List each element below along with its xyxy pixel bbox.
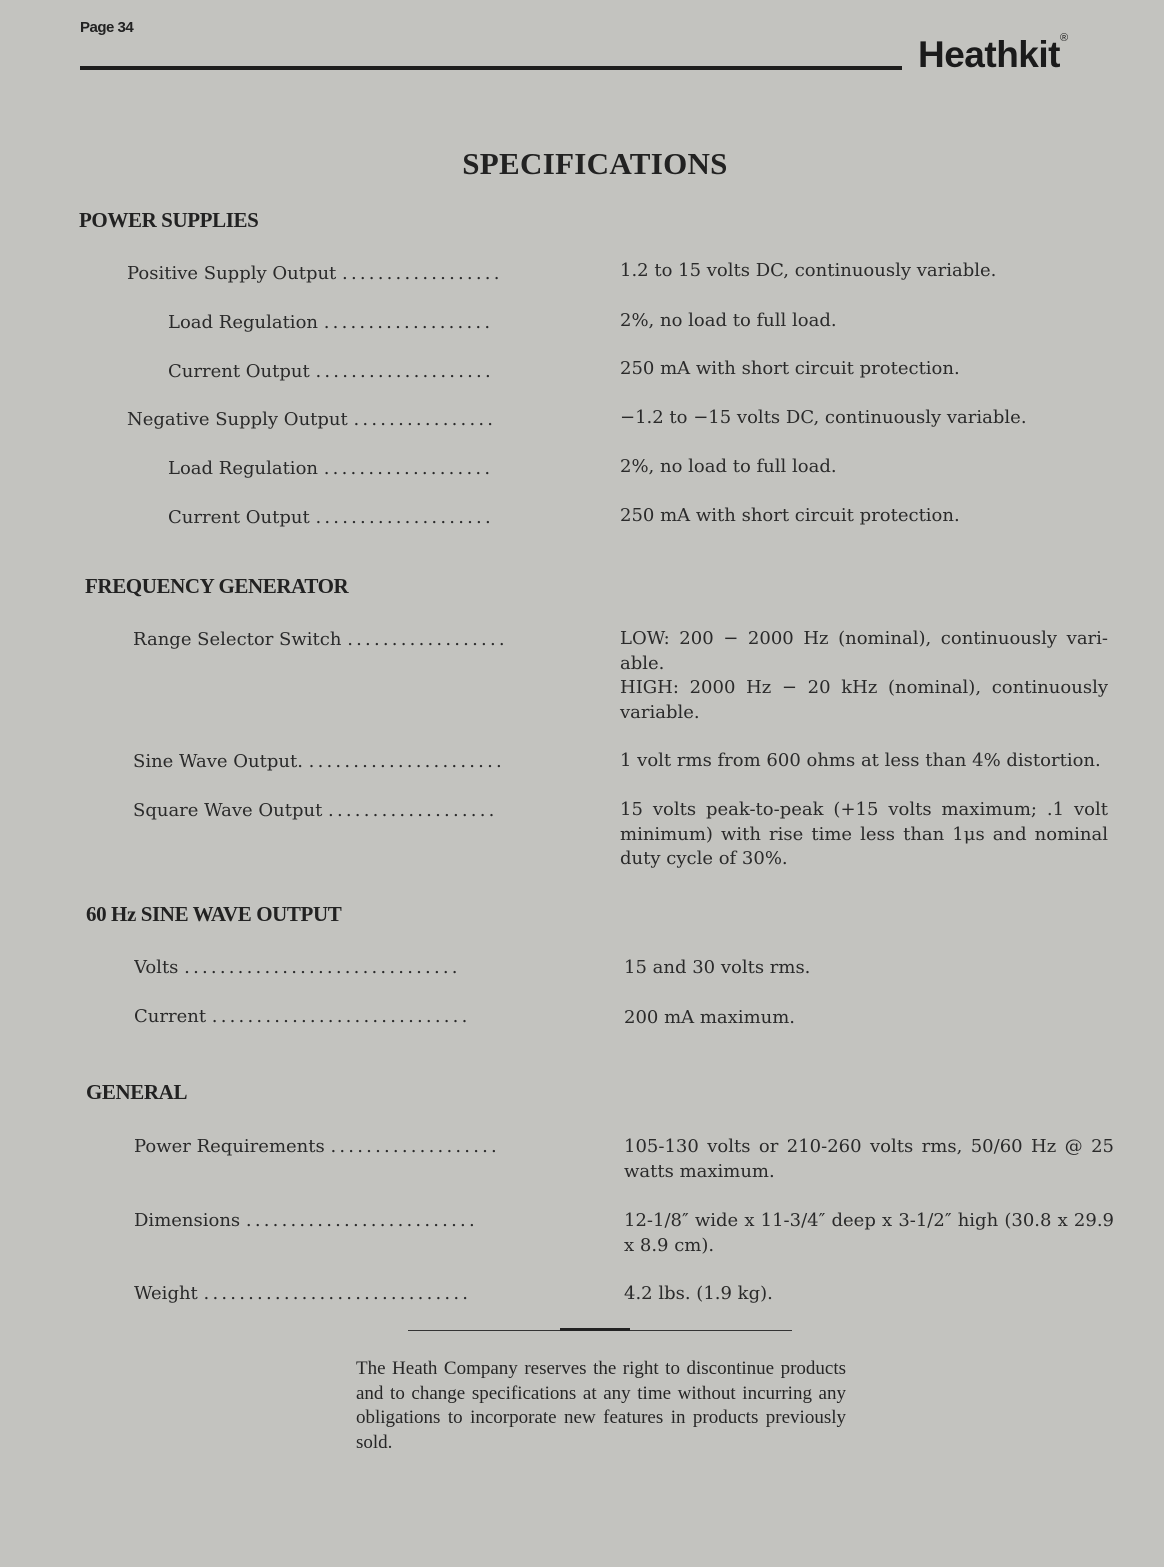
leader-dots: ................... (323, 312, 494, 333)
spec-label (127, 263, 567, 284)
spec-label-text: Square Wave Output (133, 800, 323, 821)
spec-value: −1.2 to −15 volts DC, continuously variable. (620, 407, 1027, 428)
spec-label-text: Current Output (168, 507, 310, 528)
leader-dots: ................... (328, 800, 498, 821)
spec-value: 4.2 lbs. (1.9 kg). (624, 1283, 773, 1304)
spec-value: 1.2 to 15 volts DC, continuously variable. (620, 260, 997, 281)
page-title: SPECIFICATIONS (462, 146, 728, 181)
leader-dots: .................... (315, 507, 494, 528)
leader-dots: .................... (315, 361, 494, 382)
leader-dots: ............................... (184, 957, 461, 978)
spec-value: 15 volts peak-to-peak (+15 volts maximum; .1 volt minimum) with rise time less than 1μs and nominal duty cycle of 30%. (620, 799, 1108, 869)
section-heading-general: GENERAL (86, 1080, 188, 1104)
header-rule (80, 66, 902, 70)
spec-label-text: Negative Supply Output (127, 409, 348, 430)
section-heading-60hz-sine-wave-output: 60 Hz SINE WAVE OUTPUT (86, 902, 342, 926)
leader-dots: ................ (353, 409, 497, 430)
range-low-text: LOW: 200 − 2000 Hz (nominal), continuously vari-able. (620, 628, 1108, 674)
spec-label-text: Load Regulation (168, 312, 318, 333)
spec-value: 250 mA with short circuit protection. (620, 358, 960, 379)
spec-value: 200 mA maximum. (624, 1007, 796, 1028)
spec-label-text: Current Output (168, 361, 310, 382)
spec-label-text: Weight (134, 1283, 198, 1304)
leader-dots: .............................. (203, 1283, 472, 1304)
leader-dots: .......................... (245, 1210, 478, 1231)
brand-name: Heathkit (918, 34, 1060, 75)
spec-label (134, 1283, 572, 1304)
spec-value: 2%, no load to full load. (620, 310, 837, 331)
leader-dots: ...................... (308, 751, 505, 772)
spec-value: 2%, no load to full load. (620, 456, 837, 477)
spec-label (168, 312, 567, 333)
spec-label (133, 629, 567, 650)
spec-label-text: Sine Wave Output. (133, 751, 303, 772)
registered-mark: ® (1059, 32, 1068, 44)
leader-dots: .................. (347, 629, 508, 650)
spec-value: 250 mA with short circuit protection. (620, 505, 960, 526)
spec-label (134, 1006, 572, 1027)
spec-label (168, 507, 567, 528)
brand-logo (918, 34, 1068, 76)
divider-ornament (560, 1328, 630, 1331)
spec-label-text: Load Regulation (168, 458, 318, 479)
spec-label (134, 1136, 572, 1157)
spec-label (133, 751, 567, 772)
spec-value (620, 627, 1108, 725)
leader-dots: ................... (330, 1136, 500, 1157)
spec-value: 1 volt rms from 600 ohms at less than 4% distortion. (620, 750, 1101, 771)
spec-label-text: Power Requirements (134, 1136, 325, 1157)
spec-label (134, 1210, 572, 1231)
spec-label-text: Volts (134, 957, 179, 978)
section-heading-power-supplies: POWER SUPPLIES (79, 208, 259, 232)
section-heading-frequency-generator: FREQUENCY GENERATOR (85, 574, 349, 598)
spec-label (127, 409, 567, 430)
leader-dots: ................... (323, 458, 494, 479)
spec-label (134, 957, 572, 978)
spec-value: 12-1/8″ wide x 11-3/4″ deep x 3-1/2″ high (30.8 x 29.9 x 8.9 cm). (624, 1210, 1114, 1256)
leader-dots: ............................. (211, 1006, 471, 1027)
spec-label (133, 800, 567, 821)
spec-label-text: Current (134, 1006, 207, 1027)
spec-label-text: Positive Supply Output (127, 263, 337, 284)
leader-dots: .................. (342, 263, 503, 284)
range-high-text: HIGH: 2000 Hz − 20 kHz (nominal), continuously variable. (620, 677, 1108, 723)
spec-value: 105-130 volts or 210-260 volts rms, 50/60 Hz @ 25 watts maximum. (624, 1136, 1114, 1182)
disclaimer-notice: The Heath Company reserves the right to discontinue products and to change specifications at any time without incurring any obligations to incorporate new features in products previously sold. (356, 1358, 846, 1453)
spec-label-text: Dimensions (134, 1210, 241, 1231)
spec-label-text: Range Selector Switch (133, 629, 342, 650)
page-number: Page 34 (80, 19, 134, 36)
spec-value: 15 and 30 volts rms. (624, 957, 811, 978)
spec-label (168, 458, 567, 479)
spec-label (168, 361, 567, 382)
